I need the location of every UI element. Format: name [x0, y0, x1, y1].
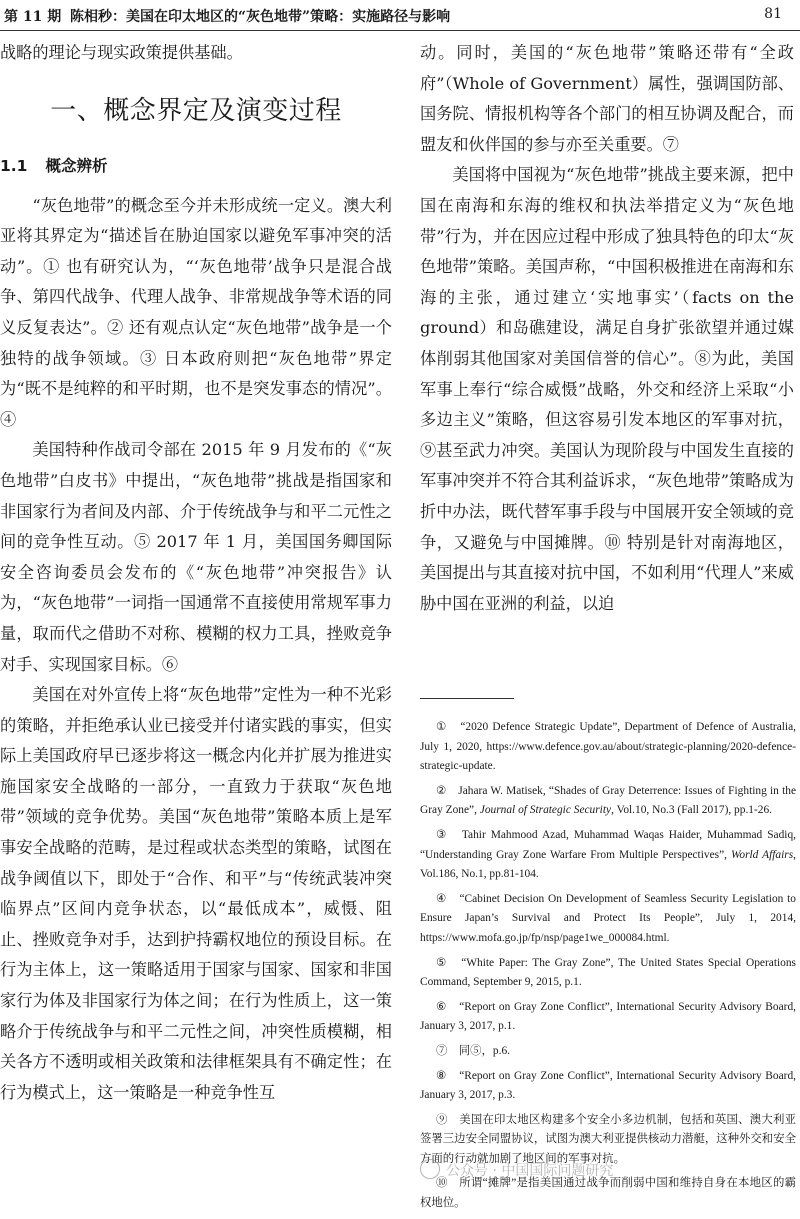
running-title: 陈相秒：美国在印太地区的“灰色地带”策略：实施路径与影响: [70, 9, 451, 25]
subsection-heading: [0, 151, 392, 181]
footnotes: [420, 718, 796, 1219]
paragraph-us-socom-definition: 美国特种作战司令部在 2015 年 9 月发布的《“灰色地带”白皮书》中提出，“灰色地带”挑战是指国家和非国家行为者间及内部、介于传统战争与和平二元性之间的竞争性互动。⑤ 2017 年 1 月，美国国务卿国际安全咨询委员会发布的《“灰色地带”冲突报告》认为，“灰色地带”一词指一国通常不直接使用常规军事力量，取而代之借助不对称、模糊的权力工具，挫败竞争对手、实现国家目标。⑥: [0, 440, 392, 674]
paragraph-china-challenge: 美国将中国视为“灰色地带”挑战主要来源，把中国在南海和东海的维权和执法举措定义为“灰色地带”行为，并在因应过程中形成了独具特色的印太“灰色地带”策略。美国声称，“中国积极推进在南海和东海的主张，通过建立‘实地事实’（facts on the ground）和岛礁建设，满足自身扩张欲望并通过媒体削弱其他国家对美国信誉的信心”。⑧为此，美国军事上奉行“综合威慑”战略，外交和经济上采取“小多边主义”策略，但这容易引发本地区的军事对抗，⑨甚至武力冲突。美国认为现阶段与中国发生直接的军事冲突并不符合其利益诉求，“灰色地带”策略成为折中办法，既代替军事手段与中国展开安全领域的竞争，又避免与中国摊牌。⑩ 特别是针对南海地区，美国提出与其直接对抗中国，不如利用“代理人”来威胁中国在亚洲的利益，以迫: [420, 165, 794, 613]
footnote-10: ⑩ 所谓“摊牌”是指美国通过战争而削弱中国和维持自身在本地区的霸权地位。: [420, 1177, 796, 1210]
footnote-6: ⑥ “Report on Gray Zone Conflict”, International Security Advisory Board, January 3, 2017, p.1.: [420, 1000, 796, 1033]
footnote-9: ⑨ 美国在印太地区构建多个安全小多边机制，包括和英国、澳大利亚签署三边安全同盟协议，试图为澳大利亚提供核动力潜艇，这种外交和安全方面的行动就加剧了地区间的军事对抗。: [420, 1113, 796, 1165]
right-column: [420, 38, 794, 619]
wechat-icon: [420, 1159, 440, 1179]
footnote-7: ⑦ 同⑤，p.6.: [435, 1044, 510, 1057]
running-header: [0, 0, 800, 31]
footnote-8: ⑧ “Report on Gray Zone Conflict”, International Security Advisory Board, January 3, 2017, p.3.: [420, 1069, 796, 1102]
footnote-rule: [420, 698, 514, 699]
subsection-number: 1.1: [0, 156, 28, 175]
left-column: [0, 38, 392, 1108]
subsection-title: 概念辨析: [45, 156, 108, 175]
paragraph-whole-of-government: 动。同时，美国的“灰色地带”策略还带有“全政府”（Whole of Government）属性，强调国防部、国务院、情报机构等各个部门的相互协调及配合，而盟友和伙伴国的参与亦至关重要。⑦: [420, 43, 794, 154]
watermark-text: 公众号 · 中国国际问题研究: [446, 1163, 614, 1179]
issue-number: 第 11 期: [4, 9, 62, 25]
lead-paragraph: 战略的理论与现实政策提供基础。: [0, 43, 243, 62]
wechat-watermark: [420, 1160, 613, 1181]
journal-title: Journal of Strategic Security: [479, 804, 612, 817]
footnote-3: ③ Tahir Mahmood Azad, Muhammad Waqas Haider, Muhammad Sadiq, “Understanding Gray Zone Warfare From Multiple Perspectives”, World Affairs, Vol.186, No.1, pp.81-104.: [420, 828, 796, 881]
paragraph-us-strategy-nature: 美国在对外宣传上将“灰色地带”定性为一种不光彩的策略，并拒绝承认业已接受并付诸实践的事实，但实际上美国政府早已逐步将这一概念内化并扩展为推进实施国家安全战略的一部分，一直致力于获取“灰色地带”领域的竞争优势。美国“灰色地带”策略本质上是军事安全战略的范畴，是过程或状态类型的策略，试图在战争阈值以下，即处于“合作、和平”与“传统武装冲突临界点”区间内竞争状态，以“最低成本”，威慑、阻止、挫败竞争对手，达到护持霸权地位的预设目标。在行为主体上，这一策略适用于国家与国家、国家和非国家行为体及非国家行为体之间；在行为性质上，这一策略介于传统战争与和平二元性之间，冲突性质模糊，相关各方不透明或相关政策和法律框架具有不确定性；在行为模式上，这一策略是一种竞争性互: [0, 685, 392, 1102]
footnote-4: ④ “Cabinet Decision On Development of Seamless Security Legislation to Ensure Japan’s Survival and Protect Its People”, July 1, 2014, https://www.mofa.go.jp/fp/nsp/page1we_000084.html.: [420, 892, 796, 944]
page-number: 81: [764, 6, 782, 22]
footnote-2: ② Jahara W. Matisek, “Shades of Gray Deterrence: Issues of Fighting in the Gray Zone”, Journal of Strategic Security, Vol.10, No.3 (Fall 2017), pp.1-26.: [420, 784, 796, 817]
journal-title: World Affairs: [730, 848, 794, 861]
section-title: 一、概念界定及演变过程: [50, 95, 342, 126]
paragraph-concept-definitions: “灰色地带”的概念至今并未形成统一定义。澳大利亚将其界定为“描述旨在胁迫国家以避免军事冲突的活动”。① 也有研究认为，“‘灰色地带’战争只是混合战争、第四代战争、代理人战争、非常规战争等术语的同义反复表达”。② 还有观点认定“灰色地带”战争是一个独特的战争领域。③ 日本政府则把“灰色地带”界定为“既不是纯粹的和平时期，也不是突发事态的情况”。④: [0, 195, 392, 429]
footnote-5: ⑤ “White Paper: The Gray Zone”, The United States Special Operations Command, September 9, 2015, p.1.: [420, 956, 796, 989]
footnote-1: ① “2020 Defence Strategic Update”, Department of Defence of Australia, July 1, 2020, https://www.defence.gov.au/about/strategic-planning/2020-defence-strategic-update.: [420, 721, 796, 773]
